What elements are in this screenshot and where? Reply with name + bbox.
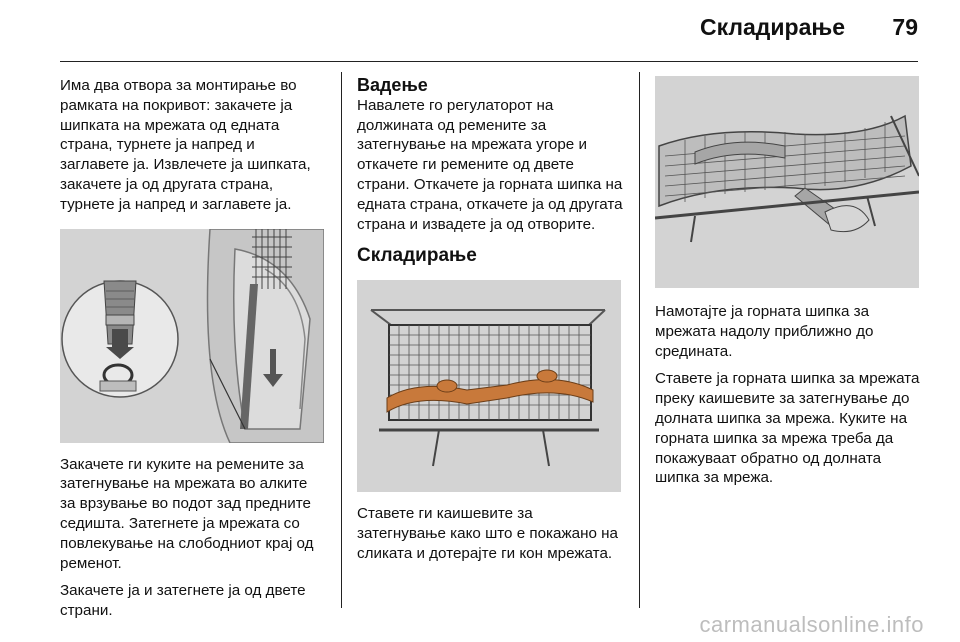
paragraph-attach-hooks: Закачете ги куките на ремените за затегнување на мрежата во алките за врзување во подот зад предните седишта. Затегнете ја мрежата со повлекување на слободниот крај од ременот. <box>60 455 314 572</box>
column-middle <box>357 76 625 572</box>
paragraph-place-rod: Ставете ја горната шипка за мрежата преку каишевите за затегнување до долната шипка за мрежа. Куките на горната шипка за мрежа треба да покажуваат обратно од долната шипка за мрежа. <box>655 370 920 487</box>
heading-storage: Складирање <box>357 245 477 267</box>
paragraph-removal: Навалете го регулаторот на должината од ремените за затегнување на мрежата угоре и откачете ги ремените од двете страни. Откачете ја горната шипка на едната страна, откачете ја од другата страна и извадете ја од отворите. <box>357 96 623 233</box>
figure-belt-hook <box>60 229 324 443</box>
column-left <box>60 76 326 629</box>
figure-net-rolled-illustration <box>655 76 919 288</box>
header-divider <box>60 61 918 62</box>
watermark: carmanualsonline.info <box>699 612 924 637</box>
heading-removal: Вадење <box>357 75 428 95</box>
figure-net-rolled <box>655 76 919 288</box>
page-title: Складирање <box>700 14 846 40</box>
paragraph-mounting: Има два отвора за монтирање во рамката на покривот: закачете ја шипката на мрежата од едната страна, турнете ја напред и заглавете ја. Извлечете ја шипката, закачете ја од другата страна, турнете ја напред и заглавете ја. <box>60 77 311 213</box>
figure-net-storage-illustration <box>357 280 621 492</box>
column-divider-2 <box>639 72 640 608</box>
paragraph-roll-down: Намотајте ја горната шипка за мрежата надолу приближно до средината. <box>655 303 874 360</box>
figure-net-storage <box>357 280 621 492</box>
column-divider-1 <box>341 72 342 608</box>
figure-belt-hook-illustration <box>60 229 324 443</box>
paragraph-tighten: Закачете ја и затегнете ја од двете страни. <box>60 582 306 620</box>
paragraph-storage: Ставете ги каишевите за затегнување како што е покажано на сликата и дотерајте ги кон мрежата. <box>357 505 618 562</box>
column-right <box>655 76 921 496</box>
page-number: 79 <box>892 14 918 40</box>
